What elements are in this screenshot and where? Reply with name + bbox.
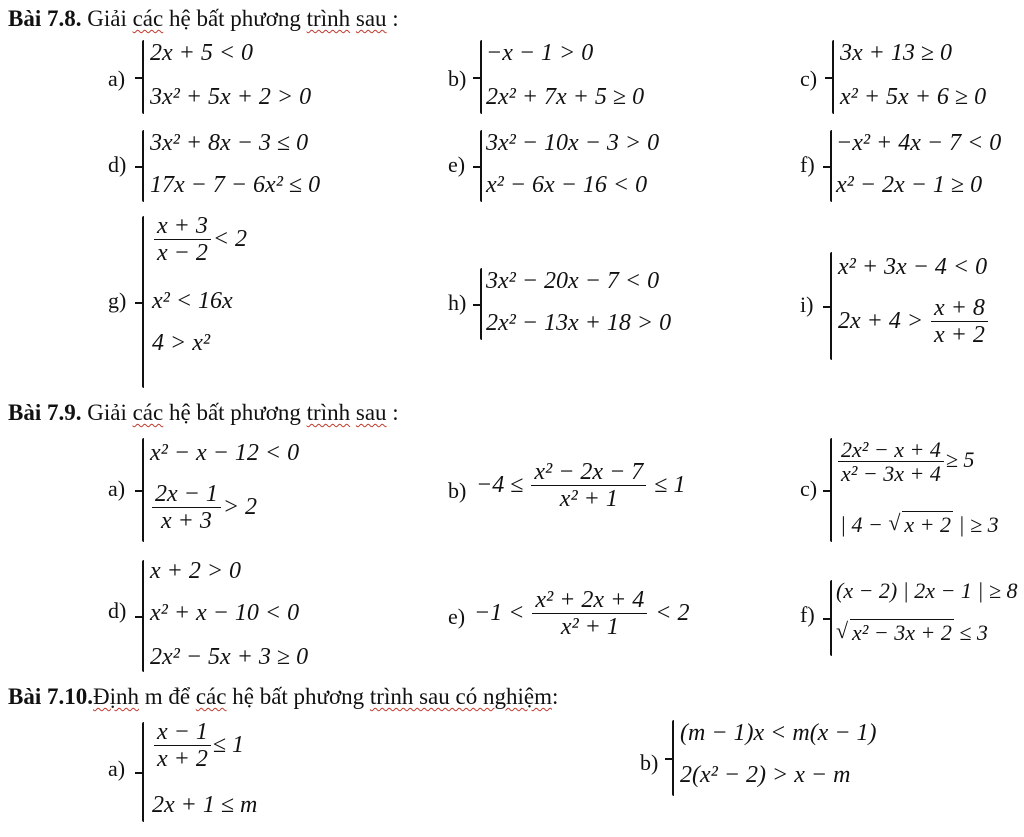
inequality: 2x + 5 < 0 [150, 40, 254, 66]
title-text: hệ bất phương [226, 684, 370, 709]
inequality [836, 438, 974, 486]
problem-7-9-c [800, 436, 1022, 548]
left-side: 2x + 4 > [838, 307, 924, 334]
inequality: 2(x² − 2) > x − m [680, 762, 851, 788]
inequality: 3x + 13 ≥ 0 [840, 40, 953, 66]
brace [830, 130, 832, 202]
problem-label: f) [800, 602, 815, 627]
problem-label: c) [800, 476, 818, 501]
title-text: : [386, 400, 399, 425]
relation: < 2 [212, 225, 248, 252]
problem-label: g) [108, 288, 127, 313]
brace [142, 130, 144, 202]
denominator: x + 2 [157, 746, 208, 773]
exercise-number: Bài 7.10. [8, 684, 93, 709]
inequality: 17x − 7 − 6x² ≤ 0 [150, 172, 321, 198]
inequality [150, 482, 257, 535]
denominator: x − 2 [157, 240, 208, 267]
brace [142, 40, 144, 114]
inequality [152, 720, 244, 773]
problem-7-8-b [448, 38, 708, 120]
brace [832, 40, 834, 114]
exercise-7-9-title [8, 400, 399, 426]
fraction [154, 214, 211, 267]
exercise-7-10-title [8, 684, 558, 710]
problem-label: a) [108, 756, 126, 781]
problem-label: c) [800, 66, 818, 91]
inequality: x + 2 > 0 [150, 558, 242, 584]
brace [480, 40, 482, 114]
square-root [888, 512, 953, 538]
inequality: x² − 6x − 16 < 0 [486, 172, 648, 198]
denominator: x + 3 [161, 508, 212, 535]
title-text: các [132, 6, 164, 31]
title-text: hệ bất phương [163, 6, 307, 31]
square-root [836, 620, 954, 646]
radicand: x² − 3x + 2 [852, 620, 952, 645]
problem-7-10-b [640, 716, 920, 802]
problem-label: f) [800, 152, 815, 177]
numerator: x + 3 [154, 214, 211, 240]
exercise-7-8-title [8, 6, 399, 32]
right-side: ≤ 3 [959, 620, 988, 645]
brace [142, 216, 144, 388]
inequality [474, 588, 689, 641]
denominator: x² + 1 [559, 486, 618, 513]
problem-label: b) [448, 478, 467, 503]
brace [480, 268, 482, 340]
title-text: các [132, 400, 164, 425]
brace [830, 580, 832, 656]
problem-label: b) [448, 66, 467, 91]
title-text: trình [306, 6, 351, 31]
title-text: : [386, 6, 399, 31]
problem-label: e) [448, 604, 466, 629]
fraction [532, 588, 647, 641]
left-side: | 4 − [840, 512, 883, 537]
inequality [152, 214, 247, 267]
inequality: −x − 1 > 0 [486, 40, 594, 66]
denominator: x² − 3x + 4 [841, 461, 941, 487]
problem-7-9-a [108, 436, 368, 548]
relation: ≤ 1 [212, 731, 245, 758]
inequality: 3x² − 20x − 7 < 0 [486, 268, 660, 294]
problem-label: d) [108, 598, 127, 623]
brace [142, 560, 144, 672]
inequality: 2x² − 5x + 3 ≥ 0 [150, 644, 309, 670]
problem-7-9-e [448, 588, 728, 658]
problem-7-8-h [448, 266, 728, 348]
fraction [531, 460, 646, 513]
problem-label: a) [108, 66, 126, 91]
numerator: x − 1 [154, 720, 211, 746]
fraction [152, 482, 221, 535]
inequality [840, 512, 999, 538]
problem-label: e) [448, 152, 466, 177]
numerator: 2x² − x + 4 [838, 438, 944, 462]
inequality: 3x² + 8x − 3 ≤ 0 [150, 130, 309, 156]
inequality: x² + 3x − 4 < 0 [838, 254, 988, 280]
inequality: x² < 16x [152, 288, 233, 314]
denominator: x² + 1 [560, 614, 619, 641]
brace [480, 130, 482, 202]
inequality [836, 620, 988, 646]
problem-7-9-d [108, 556, 408, 676]
numerator: x² − 2x − 7 [531, 460, 646, 486]
fraction [931, 296, 988, 349]
problem-label: i) [800, 292, 814, 317]
problem-7-8-e [448, 128, 708, 210]
title-text: trình [306, 400, 351, 425]
title-text: Giải [87, 6, 133, 31]
problem-7-8-i [800, 250, 1022, 370]
problem-label: b) [640, 750, 659, 775]
fraction [838, 438, 944, 486]
title-text: sau [355, 6, 387, 31]
title-text: hệ bất phương [163, 400, 307, 425]
problem-7-8-f [800, 128, 1022, 210]
problem-7-8-a [108, 38, 368, 120]
inequality [838, 296, 990, 349]
problem-label: d) [108, 152, 127, 177]
problem-7-9-f [800, 576, 1024, 662]
brace [830, 438, 832, 542]
numerator: 2x − 1 [152, 482, 221, 508]
right-side: < 2 [655, 599, 690, 626]
inequality: x² + 5x + 6 ≥ 0 [840, 84, 987, 110]
left-side: −1 < [474, 599, 525, 626]
inequality: 2x² − 13x + 18 > 0 [486, 310, 672, 336]
exercise-number: Bài 7.9. [8, 400, 82, 425]
problem-label: a) [108, 476, 126, 501]
title-text: các [195, 684, 227, 709]
fraction [154, 720, 211, 773]
inequality: x² − 2x − 1 ≥ 0 [836, 172, 983, 198]
brace [672, 720, 674, 796]
title-text: Định [92, 684, 139, 709]
problem-7-8-g [108, 212, 368, 392]
title-text: m để [138, 684, 196, 709]
problem-7-10-a [108, 718, 368, 828]
exercise-number: Bài 7.8. [8, 6, 82, 31]
inequality: 3x² − 10x − 3 > 0 [486, 130, 660, 156]
inequality: 3x² + 5x + 2 > 0 [150, 84, 312, 110]
inequality: 4 > x² [152, 330, 211, 356]
title-text: Giải [87, 400, 133, 425]
inequality: −x² + 4x − 7 < 0 [836, 130, 1002, 156]
relation: > 2 [222, 493, 258, 520]
problem-label: h) [448, 290, 467, 315]
left-side: −4 ≤ [476, 471, 524, 498]
inequality: 2x + 1 ≤ m [152, 792, 258, 818]
title-text: sau [355, 400, 387, 425]
inequality: x² − x − 12 < 0 [150, 440, 300, 466]
inequality: 2x² + 7x + 5 ≥ 0 [486, 84, 645, 110]
right-side: | ≥ 3 [958, 512, 999, 537]
relation: ≥ 5 [945, 447, 975, 473]
numerator: x + 8 [931, 296, 988, 322]
radicand: x + 2 [904, 512, 952, 537]
brace [142, 722, 144, 822]
inequality [476, 460, 685, 513]
denominator: x + 2 [934, 322, 985, 349]
inequality: (x − 2) | 2x − 1 | ≥ 8 [836, 578, 1018, 603]
brace [830, 252, 832, 360]
title-text: trình sau có nghiệm [369, 684, 552, 709]
problem-7-8-d [108, 128, 408, 210]
title-text: : [551, 684, 559, 709]
inequality: (m − 1)x < m(x − 1) [680, 720, 877, 746]
problem-7-9-b [448, 460, 728, 530]
problem-7-8-c [800, 38, 1020, 120]
numerator: x² + 2x + 4 [532, 588, 647, 614]
right-side: ≤ 1 [654, 471, 686, 498]
brace [142, 438, 144, 542]
inequality: x² + x − 10 < 0 [150, 600, 300, 626]
